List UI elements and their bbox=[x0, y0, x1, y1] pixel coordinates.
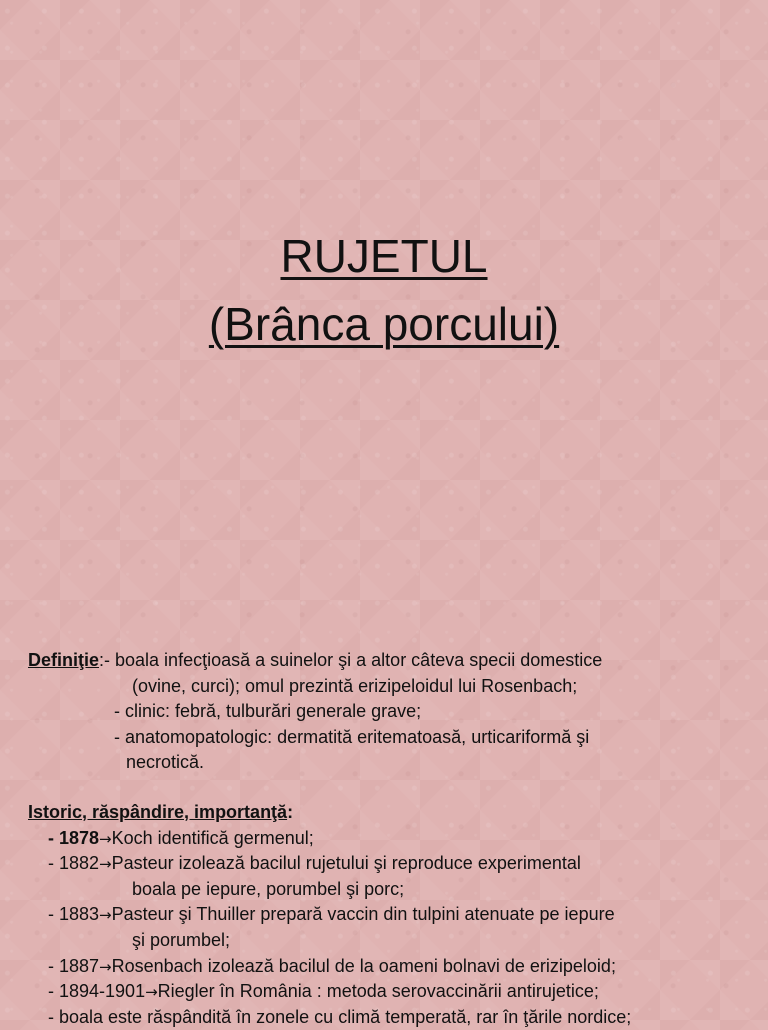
history-text: şi porumbel; bbox=[132, 929, 231, 950]
definition-line-1 bbox=[28, 648, 758, 674]
history-item bbox=[28, 1005, 758, 1030]
history-prefix: - 1878 bbox=[48, 827, 100, 848]
definition-line-4: - anatomopatologic: dermatită eritematoasă, urticariformă şi bbox=[114, 726, 590, 747]
arrow-icon: → bbox=[99, 906, 112, 925]
history-item bbox=[28, 954, 758, 980]
section-gap bbox=[28, 776, 758, 800]
arrow-icon: → bbox=[145, 983, 158, 1002]
history-label: Istoric, răspândire, importanţă bbox=[28, 801, 288, 822]
definition-label: Definiţie bbox=[28, 650, 100, 670]
history-text: boala pe iepure, porumbel şi porc; bbox=[132, 878, 405, 899]
definition-line-3: - clinic: febră, tulburări generale grave; bbox=[114, 701, 422, 722]
definition-text: :- boala infecţioasă a suinelor şi a altor câteva specii domestice bbox=[99, 650, 603, 670]
content-body bbox=[28, 648, 758, 1030]
arrow-icon: → bbox=[99, 957, 112, 976]
history-prefix: - 1882 bbox=[48, 853, 100, 874]
history-item-continuation bbox=[28, 877, 758, 903]
definition-line-5: necrotică. bbox=[126, 752, 205, 773]
history-item bbox=[28, 851, 758, 877]
arrow-icon: → bbox=[99, 855, 112, 874]
history-text: Rosenbach izolează bacilul de la oameni bolnavi de erizipeloid; bbox=[111, 955, 616, 976]
history-item bbox=[28, 826, 758, 852]
definition-line-2: (ovine, curci); omul prezintă erizipeloidul lui Rosenbach; bbox=[132, 675, 578, 696]
history-prefix: - bbox=[48, 1006, 59, 1027]
history-text: boala este răspândită în zonele cu climă temperată, rar în ţările nordice; bbox=[59, 1006, 632, 1027]
slide-title: RUJETUL bbox=[280, 230, 488, 282]
title-block bbox=[0, 222, 768, 358]
history-prefix: - 1883 bbox=[48, 904, 100, 925]
history-text: Riegler în România : metoda serovaccinării antirujetice; bbox=[157, 981, 599, 1002]
history-heading bbox=[28, 800, 758, 826]
history-prefix: - 1894-1901 bbox=[48, 981, 146, 1002]
history-item bbox=[28, 979, 758, 1005]
history-text: Pasteur şi Thuiller prepară vaccin din tulpini atenuate pe iepure bbox=[111, 904, 615, 925]
history-prefix: - 1887 bbox=[48, 955, 100, 976]
history-text: Koch identifică germenul; bbox=[111, 827, 314, 848]
history-item bbox=[28, 902, 758, 928]
history-colon: : bbox=[287, 801, 294, 822]
history-item-continuation bbox=[28, 928, 758, 954]
arrow-icon: → bbox=[99, 829, 112, 848]
slide-subtitle: (Brânca porcului) bbox=[208, 298, 560, 350]
history-text: Pasteur izolează bacilul rujetului şi reproduce experimental bbox=[111, 853, 581, 874]
